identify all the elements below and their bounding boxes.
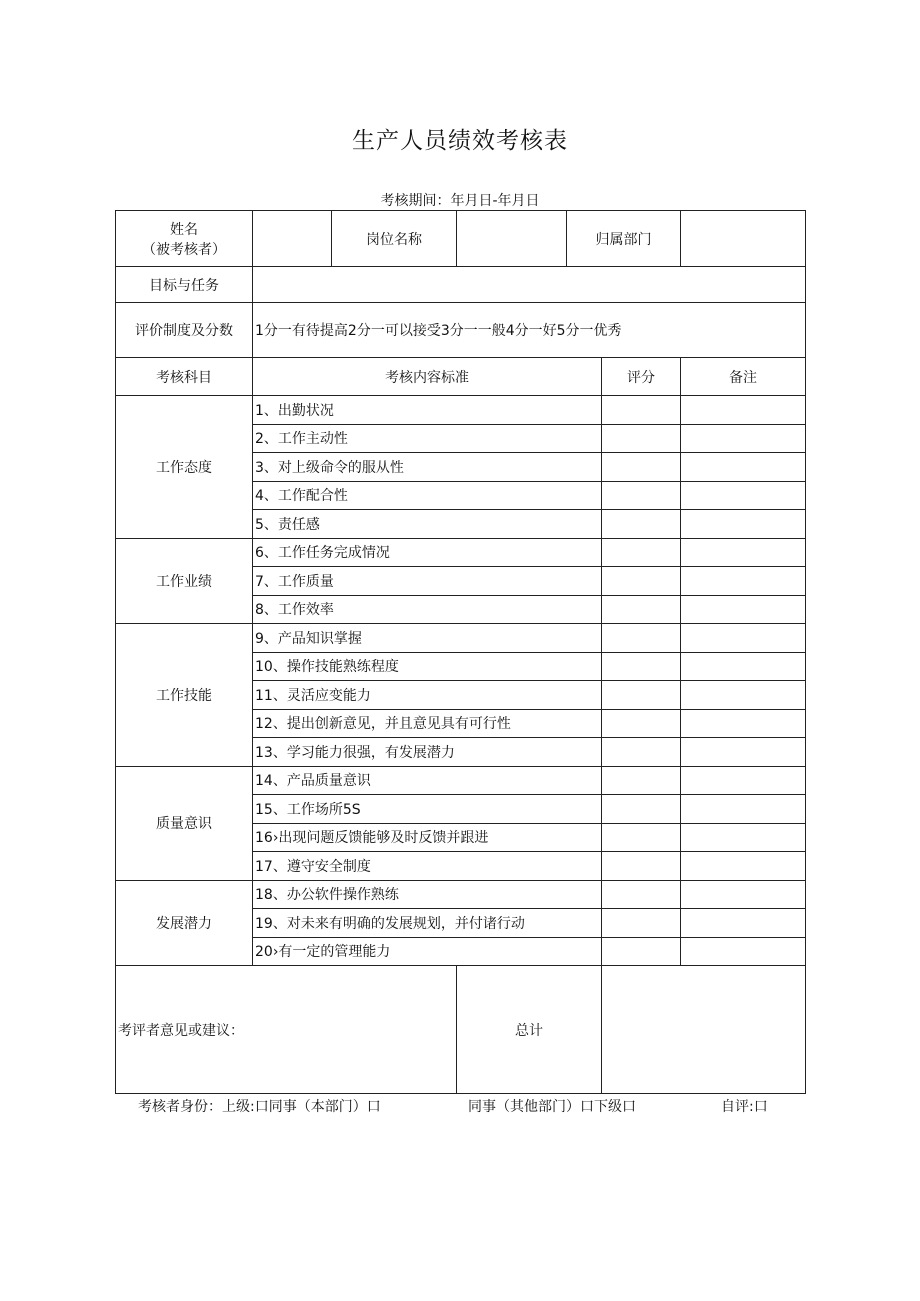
score-cell[interactable] <box>602 453 681 482</box>
score-cell[interactable] <box>602 852 681 881</box>
note-cell[interactable] <box>681 909 806 938</box>
category-label: 工作技能 <box>116 624 253 767</box>
rating-row <box>116 303 806 358</box>
score-cell[interactable] <box>602 652 681 681</box>
note-cell[interactable] <box>681 396 806 425</box>
score-cell[interactable] <box>602 681 681 710</box>
criteria-item: 19、对未来有明确的发展规划，并付诸行动 <box>253 909 602 938</box>
rating-scale: 1分一有待提高2分一可以接受3分一一般4分一好5分一优秀 <box>253 303 806 358</box>
comments-label: 考评者意见或建议： <box>116 966 457 1094</box>
criteria-header: 考核内容标准 <box>253 358 602 396</box>
assessor-identity-part1: 考核者身份：上级:口同事（本部门）口 <box>138 1099 381 1115</box>
score-header: 评分 <box>602 358 681 396</box>
criteria-item: 4、工作配合性 <box>253 481 602 510</box>
note-cell[interactable] <box>681 823 806 852</box>
department-label: 归属部门 <box>567 211 681 267</box>
score-cell[interactable] <box>602 937 681 966</box>
name-label <box>116 211 253 267</box>
score-cell[interactable] <box>602 396 681 425</box>
score-cell[interactable] <box>602 823 681 852</box>
assessor-identity-part2: 同事（其他部门）口下级口 <box>468 1099 636 1115</box>
category-label: 工作态度 <box>116 396 253 539</box>
note-cell[interactable] <box>681 624 806 653</box>
name-label-line2: （被考核者） <box>142 241 226 258</box>
criteria-row <box>116 538 806 567</box>
assessment-table <box>115 210 806 1094</box>
note-cell[interactable] <box>681 852 806 881</box>
criteria-item: 13、学习能力很强，有发展潜力 <box>253 738 602 767</box>
score-cell[interactable] <box>602 738 681 767</box>
assessor-identity <box>0 1096 920 1116</box>
note-cell[interactable] <box>681 937 806 966</box>
score-cell[interactable] <box>602 424 681 453</box>
note-cell[interactable] <box>681 595 806 624</box>
criteria-row <box>116 766 806 795</box>
criteria-item: 7、工作质量 <box>253 567 602 596</box>
note-cell[interactable] <box>681 510 806 539</box>
criteria-item: 17、遵守安全制度 <box>253 852 602 881</box>
note-cell[interactable] <box>681 795 806 824</box>
category-label: 发展潜力 <box>116 880 253 966</box>
total-value-cell[interactable] <box>602 966 806 1094</box>
note-cell[interactable] <box>681 766 806 795</box>
score-cell[interactable] <box>602 880 681 909</box>
criteria-item: 5、责任感 <box>253 510 602 539</box>
criteria-item: 11、灵活应变能力 <box>253 681 602 710</box>
criteria-item: 16›出现问题反馈能够及时反馈并跟进 <box>253 823 602 852</box>
category-label: 质量意识 <box>116 766 253 880</box>
note-cell[interactable] <box>681 652 806 681</box>
score-cell[interactable] <box>602 567 681 596</box>
header-row <box>116 211 806 267</box>
position-value-cell[interactable] <box>457 211 567 267</box>
note-cell[interactable] <box>681 738 806 767</box>
score-cell[interactable] <box>602 595 681 624</box>
position-label: 岗位名称 <box>332 211 457 267</box>
note-cell[interactable] <box>681 481 806 510</box>
assessor-identity-part3: 自评:口 <box>721 1099 768 1115</box>
score-cell[interactable] <box>602 624 681 653</box>
note-cell[interactable] <box>681 538 806 567</box>
note-cell[interactable] <box>681 681 806 710</box>
score-cell[interactable] <box>602 766 681 795</box>
subject-header: 考核科目 <box>116 358 253 396</box>
note-cell[interactable] <box>681 567 806 596</box>
score-cell[interactable] <box>602 909 681 938</box>
note-cell[interactable] <box>681 880 806 909</box>
criteria-row <box>116 880 806 909</box>
criteria-item: 12、提出创新意见，并且意见具有可行性 <box>253 709 602 738</box>
category-label: 工作业绩 <box>116 538 253 624</box>
department-value-cell[interactable] <box>681 211 806 267</box>
name-value-cell[interactable] <box>253 211 332 267</box>
criteria-row <box>116 624 806 653</box>
comments-row <box>116 966 806 1094</box>
criteria-item: 6、工作任务完成情况 <box>253 538 602 567</box>
name-label-line1: 姓名 <box>170 221 198 238</box>
form-title: 生产人员绩效考核表 <box>352 128 568 154</box>
score-cell[interactable] <box>602 510 681 539</box>
goals-label: 目标与任务 <box>116 267 253 303</box>
score-cell[interactable] <box>602 481 681 510</box>
total-label: 总计 <box>457 966 602 1094</box>
goals-row <box>116 267 806 303</box>
criteria-item: 18、办公软件操作熟练 <box>253 880 602 909</box>
criteria-item: 3、对上级命令的服从性 <box>253 453 602 482</box>
assessment-period: 考核期间：年月日-年月日 <box>380 193 540 209</box>
rating-label: 评价制度及分数 <box>116 303 253 358</box>
criteria-item: 10、操作技能熟练程度 <box>253 652 602 681</box>
column-header-row <box>116 358 806 396</box>
note-cell[interactable] <box>681 453 806 482</box>
note-cell[interactable] <box>681 709 806 738</box>
criteria-item: 14、产品质量意识 <box>253 766 602 795</box>
criteria-item: 15、工作场所5S <box>253 795 602 824</box>
goals-value-cell[interactable] <box>253 267 806 303</box>
score-cell[interactable] <box>602 795 681 824</box>
criteria-item: 1、出勤状况 <box>253 396 602 425</box>
note-header: 备注 <box>681 358 806 396</box>
score-cell[interactable] <box>602 709 681 738</box>
score-cell[interactable] <box>602 538 681 567</box>
criteria-item: 20›有一定的管理能力 <box>253 937 602 966</box>
note-cell[interactable] <box>681 424 806 453</box>
criteria-item: 2、工作主动性 <box>253 424 602 453</box>
criteria-item: 8、工作效率 <box>253 595 602 624</box>
criteria-row <box>116 396 806 425</box>
criteria-item: 9、产品知识掌握 <box>253 624 602 653</box>
